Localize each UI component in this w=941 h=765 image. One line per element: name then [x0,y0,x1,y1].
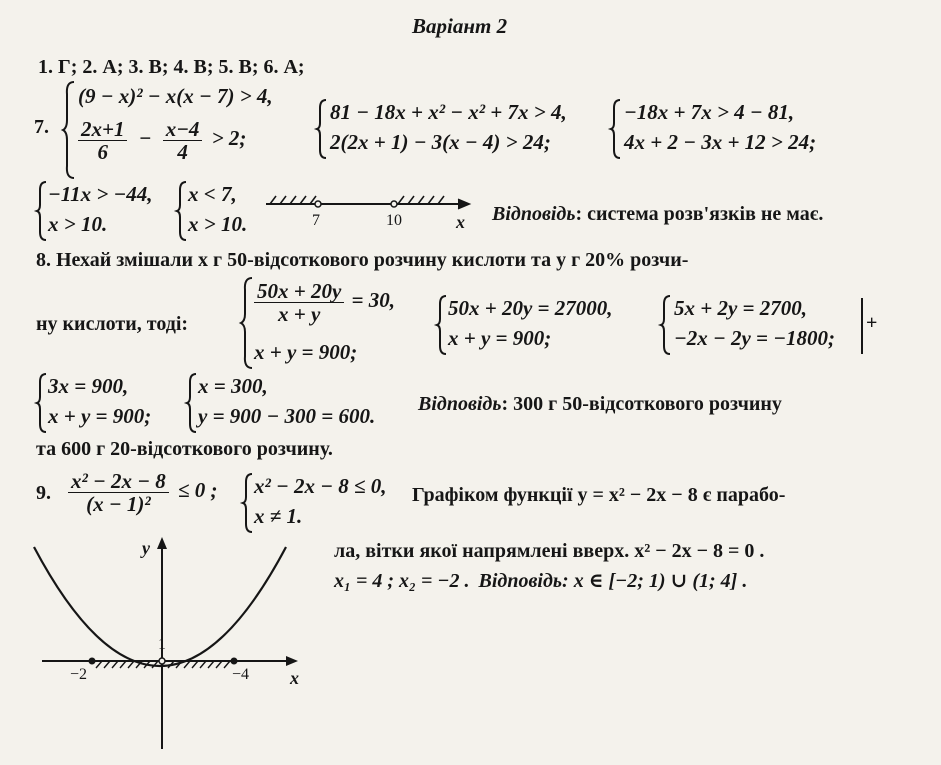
y-axis-arrow-icon [157,537,167,549]
hatch-left [270,196,316,204]
task9-system [242,472,412,534]
page-title: Варіант 2 [412,14,508,38]
task7-sys4-line2: x > 10. [48,212,108,236]
brace-icon [36,180,48,242]
task9-text-line2: ла, вітки якої напрямлені вверх. x² − 2x − 8 = 0 . [334,540,765,562]
task7-sys3-line1: −18x + 7x > 4 − 81, [624,100,795,124]
task7-system-1 [62,80,312,180]
brace-icon [242,472,254,534]
task7-sys1-line2: $\frac{2x+1}{6}$ − $\frac{x-4}{4}$ > 2; [78,118,246,163]
task7-sys4-line1: −11x > −44, [48,182,153,206]
task8-sys3-line1: 5x + 2y = 2700, [674,296,808,320]
graph-label-4: −4 [232,666,250,683]
task8-system-5 [186,372,416,434]
axis-var-x: x [456,212,465,232]
brace-icon [176,180,188,242]
task7-system-5 [176,180,276,242]
task7-system-4 [36,180,176,242]
task8-sys2-line2: x + y = 900; [448,326,552,350]
vertical-bar [861,298,863,354]
hatch-right [398,196,444,204]
axis-tick-10: 10 [386,212,402,229]
graph-label-neg2: −2 [70,666,88,683]
task9-fraction: $\frac{\text{x² − 2x − 8}}{\text{(x − 1)²}}$ ≤ 0 ; [68,470,218,515]
task7-system-2 [316,98,606,160]
task9-sys-line2: x ≠ 1. [254,504,303,528]
plus-sign: + [866,312,878,334]
root-point-4 [231,658,238,665]
brace-icon [186,372,198,434]
brace-icon [316,98,328,160]
task7-sys3-line2: 4x + 2 − 3x + 12 > 24; [624,130,817,154]
task7-sys1-line1: (9 − x)² − x(x − 7) > 4, [78,84,273,108]
graph-y-label: y [142,538,150,558]
task8-sys4-line2: x + y = 900; [48,404,152,428]
task9-roots-answer: x₁ = 4 ; x₂ = −2 . Відповідь: x ∈ [−2; 1) ∪ (1; 4] . [334,570,748,592]
task7-sys5-line2: x > 10. [188,212,248,236]
task8-sys1-line1: $\frac{50x + 20y}{x + y}$ = 30, [254,280,395,325]
task8-sys1-line2: x + y = 900; [254,340,358,364]
task7-answer: Відповідь: система розв'язків не має. [492,203,824,225]
task8-system-2 [436,294,656,356]
axis-tick-7: 7 [312,212,320,229]
root-point-neg2 [89,658,96,665]
task9-sys-line1: x² − 2x − 8 ≤ 0, [254,474,387,498]
brace-icon [36,372,48,434]
task9-number: 9. [36,482,51,504]
task7-sys2-line2: 2(2x + 1) − 3(x − 4) > 24; [330,130,551,154]
task7-sys5-line1: x < 7, [188,182,237,206]
graph-label-1: 1 [158,636,166,653]
brace-icon [240,276,254,370]
task9-text-line1: Графіком функції y = x² − 2x − 8 є парабо- [412,484,786,506]
task8-answer: Відповідь: 300 г 50-відсоткового розчину [418,393,782,415]
task7-number: 7. [34,116,49,138]
parabola-graph [30,535,320,757]
task7-sys2-line1: 81 − 18x + x² − x² + 7x > 4, [330,100,567,124]
task8-sys3-line2: −2x − 2y = −1800; [674,326,835,350]
open-point-7 [315,201,321,207]
brace-icon [62,80,76,180]
x-axis-arrow-icon [286,656,298,666]
task7-number-line [262,186,482,236]
task8-sys2-line1: 50x + 20y = 27000, [448,296,613,320]
task8-intro: 8. Нехай змішали x г 50-відсоткового розчину кислоти та y г 20% розчи- [36,249,689,271]
brace-icon [436,294,448,356]
task8-sys4-line1: 3x = 900, [48,374,129,398]
task8-sys5-line1: x = 300, [198,374,268,398]
task1-answers: 1. Г; 2. А; 3. В; 4. В; 5. В; 6. А; [38,56,305,78]
task8-system-4 [36,372,186,434]
task7-system-3 [610,98,860,160]
task8-answer-cont: та 600 г 20-відсоткового розчину. [36,438,333,460]
task8-system-3 [660,294,870,356]
brace-icon [660,294,672,356]
brace-icon [610,98,622,160]
graph-x-label: x [290,668,299,688]
task8-sys5-line2: y = 900 − 300 = 600. [198,404,376,428]
open-point-10 [391,201,397,207]
open-point-1 [159,658,165,664]
task8-cont: ну кислоти, тоді: [36,313,189,335]
task8-system-1 [240,276,440,370]
